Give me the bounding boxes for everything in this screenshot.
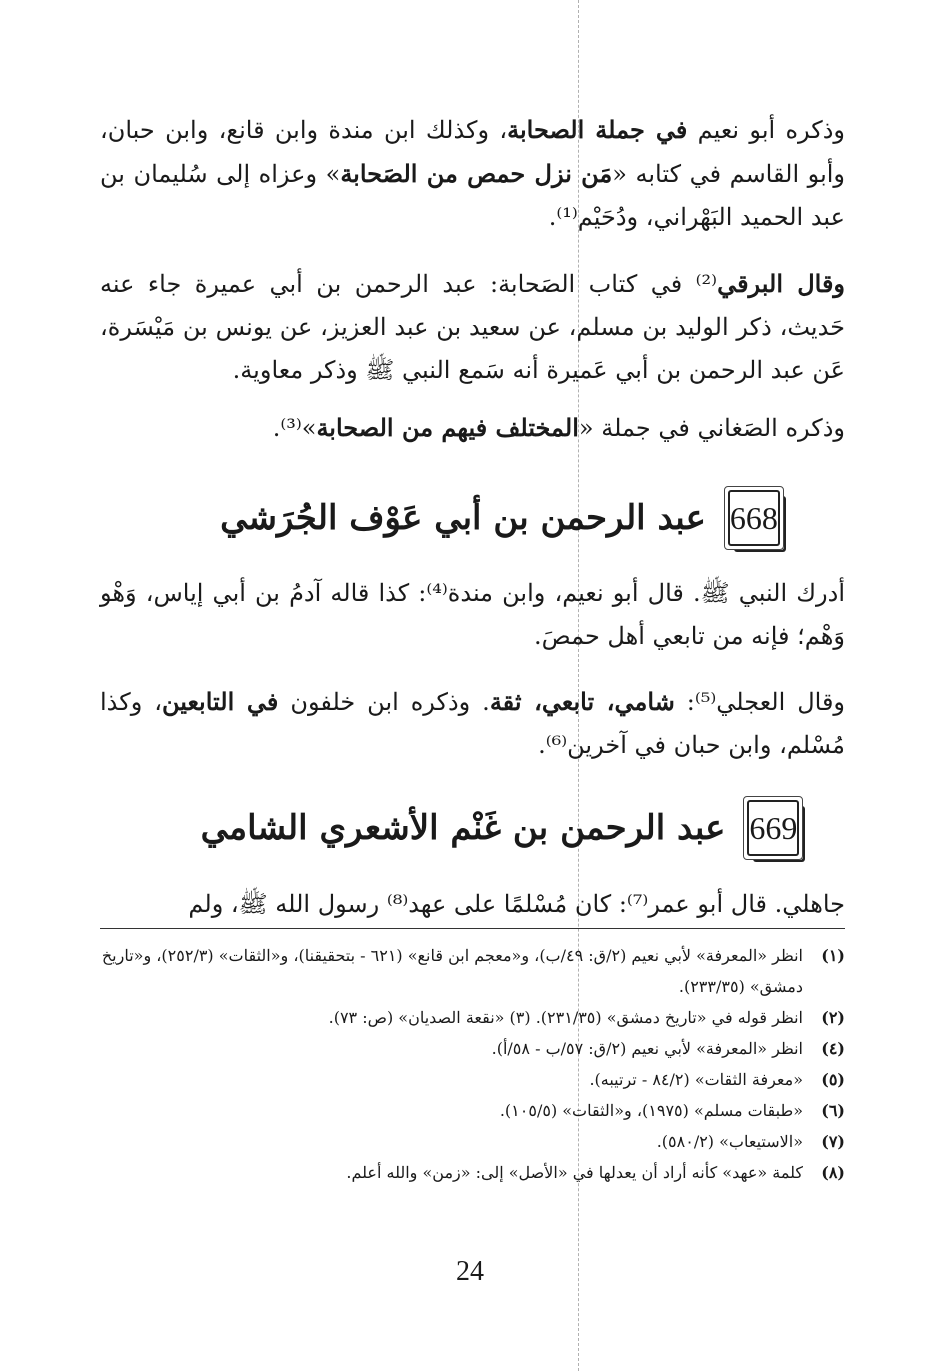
text-run: » وعزاه إلى سُليمان بن عبد الحميد البَهْراني، ودُحَيْم⁽¹⁾. xyxy=(100,160,845,231)
paragraph-3 xyxy=(100,406,845,450)
footnote-number: (١) xyxy=(821,946,845,965)
page-number: 24 xyxy=(456,1256,484,1287)
text-run: ، وكذا مُسْلم، وابن حبان في آخرين⁽⁶⁾. xyxy=(100,688,845,759)
entry-header-668 xyxy=(220,478,778,558)
footnote xyxy=(100,1157,845,1188)
footnote xyxy=(100,1095,845,1126)
footnote-number: (٤) xyxy=(821,1039,845,1058)
entry-header-669 xyxy=(200,788,798,868)
paragraph-2 xyxy=(100,262,845,392)
text-run: »⁽³⁾. xyxy=(272,414,317,442)
entry-number-box: 668 xyxy=(728,490,780,546)
footnote-text: انظر «المعرفة» لأبي نعيم (٢/ق: ٤٩/ب)، و«معجم ابن قانع» (٦٢١ - بتحقيقنا)، و«الثقات» (٢٥٢/٣)، و«تاريخ دمشق» (٢٣٣/٣٥). xyxy=(101,946,803,996)
entry-number-box: 669 xyxy=(747,800,799,856)
text-run: . وذكره ابن خلفون xyxy=(278,688,490,716)
paragraph-6 xyxy=(100,883,845,926)
text-run: وقال العجلي⁽⁵⁾: xyxy=(674,688,846,716)
footnotes xyxy=(100,940,845,1188)
footnote-number: (٨) xyxy=(821,1163,845,1182)
text-run: ، وكذلك ابن مندة وابن قانع، وابن حبان، وأبو القاسم في كتابه « xyxy=(100,116,846,188)
text-run: ⁽²⁾ في كتاب الصَحابة: عبد الرحمن بن أبي عميرة جاء عنه حَديث، ذكر الوليد بن مسلم، عن سعيد بن عبد العزيز، عن يونس بن مَيْسَرة، عَن عبد الرحمن بن أبي عَميرة أنه سَمع النبي ﷺ وذكر معاوية. xyxy=(100,270,845,384)
paragraph-4 xyxy=(100,572,845,658)
footnote xyxy=(100,1033,845,1064)
text-run: وذكره الصَغاني في جملة « xyxy=(578,414,845,442)
footnote-text: انظر قوله في «تاريخ دمشق» (٢٣١/٣٥). (٣) «نقعة الصديان» (ص: ٧٣). xyxy=(328,1008,803,1027)
footnote-text: «طبقات مسلم» (١٩٧٥)، و«الثقات» (١٠٥/٥). xyxy=(499,1101,803,1120)
paragraph-5 xyxy=(100,680,845,767)
book-title: مَن نزل حمص من الصَحابة xyxy=(340,159,613,188)
footnote xyxy=(100,1126,845,1157)
footnote-number: (٢) xyxy=(821,1008,845,1027)
bold-phrase: في التابعين xyxy=(161,687,279,716)
book-title: المختلف فيهم من الصحابة xyxy=(316,413,579,442)
footnote xyxy=(100,1002,845,1033)
footnote-number: (٧) xyxy=(821,1132,845,1151)
footnote-number: (٦) xyxy=(821,1101,845,1120)
footnote-number: (٥) xyxy=(821,1070,845,1089)
bold-phrase: في جملة الصحابة xyxy=(507,115,688,144)
text-run: جاهلي. قال أبو عمر⁽⁷⁾: كان مُسْلمًا على عهد⁽⁸⁾ رسول الله ﷺ، ولم xyxy=(188,890,845,918)
text-run: وذكره أبو نعيم xyxy=(687,116,845,144)
footnote-text: انظر «المعرفة» لأبي نعيم (٢/ق: ٥٧/ب - ٥٨/أ). xyxy=(491,1039,803,1058)
footnote-text: «الاستيعاب» (٥٨٠/٢). xyxy=(656,1132,803,1151)
bold-phrase: شامي، تابعي، ثقة xyxy=(489,687,675,716)
entry-title: عبد الرحمن بن غَنْم الأشعري الشامي xyxy=(200,808,726,848)
footnote-text: كلمة «عهد» كأنه أراد أن يعدلها في «الأصل» إلى: «زمن» والله أعلم. xyxy=(346,1163,803,1182)
footnote xyxy=(100,940,845,1002)
bold-phrase: وقال البرقي xyxy=(717,269,845,298)
footnote-text: «معرفة الثقات» (٨٤/٢ - ترتيبه). xyxy=(589,1070,803,1089)
entry-title: عبد الرحمن بن أبي عَوْف الجُرَشي xyxy=(220,498,706,538)
footnote-divider xyxy=(100,928,845,929)
footnote xyxy=(100,1064,845,1095)
paragraph-1 xyxy=(100,108,845,239)
text-run: أدرك النبي ﷺ. قال أبو نعيم، وابن مندة⁽⁴⁾: كذا قاله آدمُ بن أبي إياس، وَهْو وَهْم؛ فإنه من تابعي أهل حمصَ. xyxy=(100,579,845,650)
